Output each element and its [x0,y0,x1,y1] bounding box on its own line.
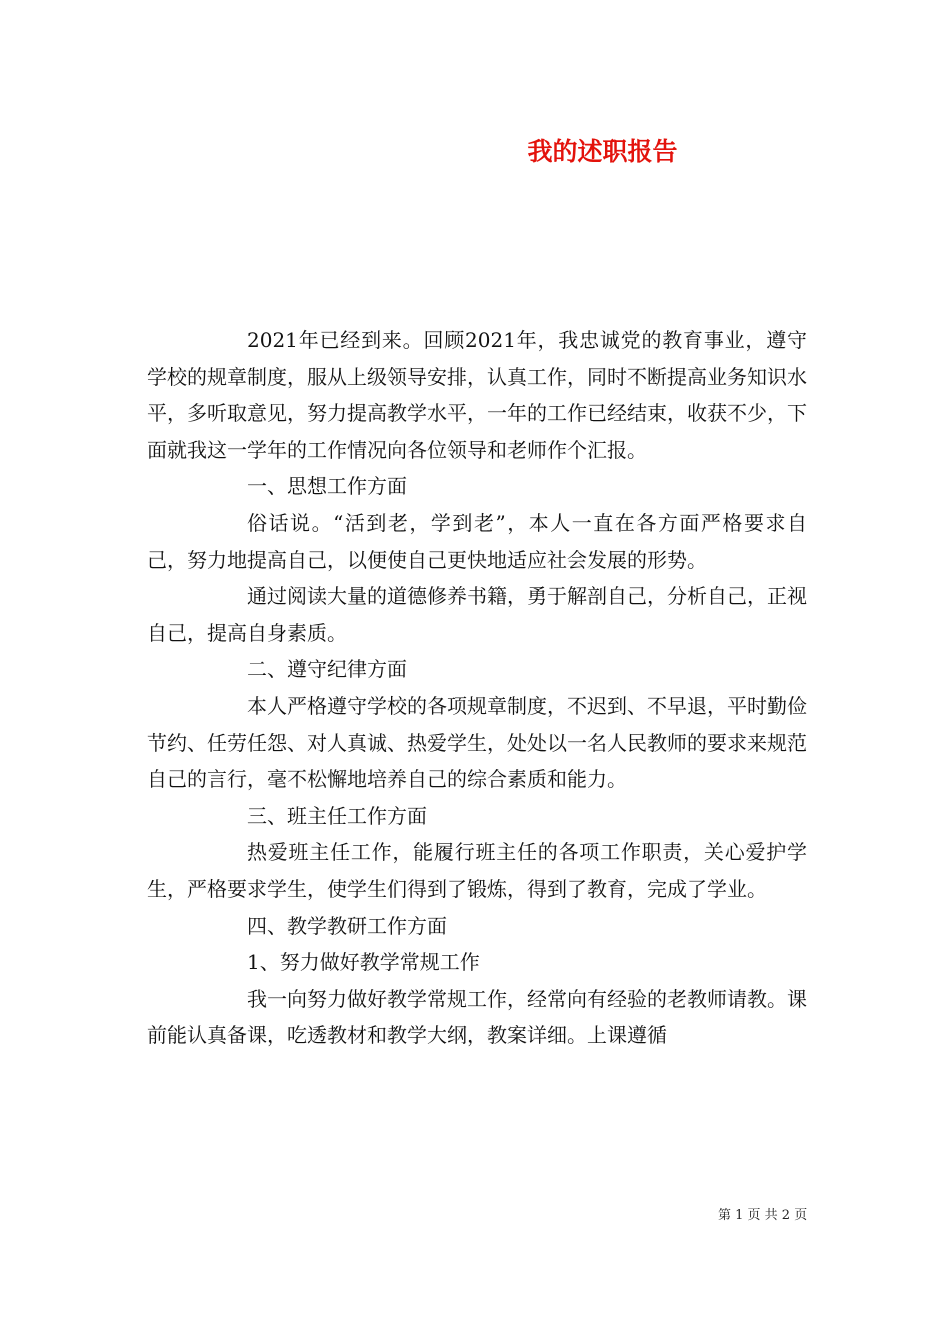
paragraph-intro: 2021年已经到来。回顾2021年，我忠诚党的教育事业，遵守学校的规章制度，服从上级领导安排，认真工作，同时不断提高业务知识水平，多听取意见，努力提高教学水平，一年的工作已经结束，收获不少，下面就我这一学年的工作情况向各位领导和老师作个汇报。 [147,328,807,462]
document-title: 我的述职报告 [527,137,678,166]
section-heading-1: 一、思想工作方面 [247,474,407,499]
section-heading-2: 二、遵守纪律方面 [247,657,407,682]
paragraph: 通过阅读大量的道德修养书籍，勇于解剖自己，分析自己，正视自己，提高自身素质。 [147,584,807,645]
section-heading-3: 三、班主任工作方面 [247,803,427,828]
paragraph: 我一向努力做好教学常规工作，经常向有经验的老教师请教。课前能认真备课，吃透教材和教学大纲，教案详细。上课遵循 [147,986,807,1048]
document-body [147,322,807,1054]
subsection-heading-1: 1、努力做好教学常规工作 [247,950,480,975]
page-number-footer: 第 1 页 共 2 页 [718,1208,808,1223]
paragraph: 俗话说。“活到老，学到老”，本人一直在各方面严格要求自己，努力地提高自己，以便使自己更快地适应社会发展的形势。 [147,510,807,572]
paragraph: 本人严格遵守学校的各项规章制度，不迟到、不早退，平时勤俭节约、任劳任怨、对人真诚、热爱学生，处处以一名人民教师的要求来规范自己的言行，毫不松懈地培养自己的综合素质和能力。 [147,693,807,792]
section-heading-4: 四、教学教研工作方面 [247,913,447,938]
paragraph: 热爱班主任工作，能履行班主任的各项工作职责，关心爱护学生，严格要求学生，使学生们得到了锻炼，得到了教育，完成了学业。 [147,840,807,901]
